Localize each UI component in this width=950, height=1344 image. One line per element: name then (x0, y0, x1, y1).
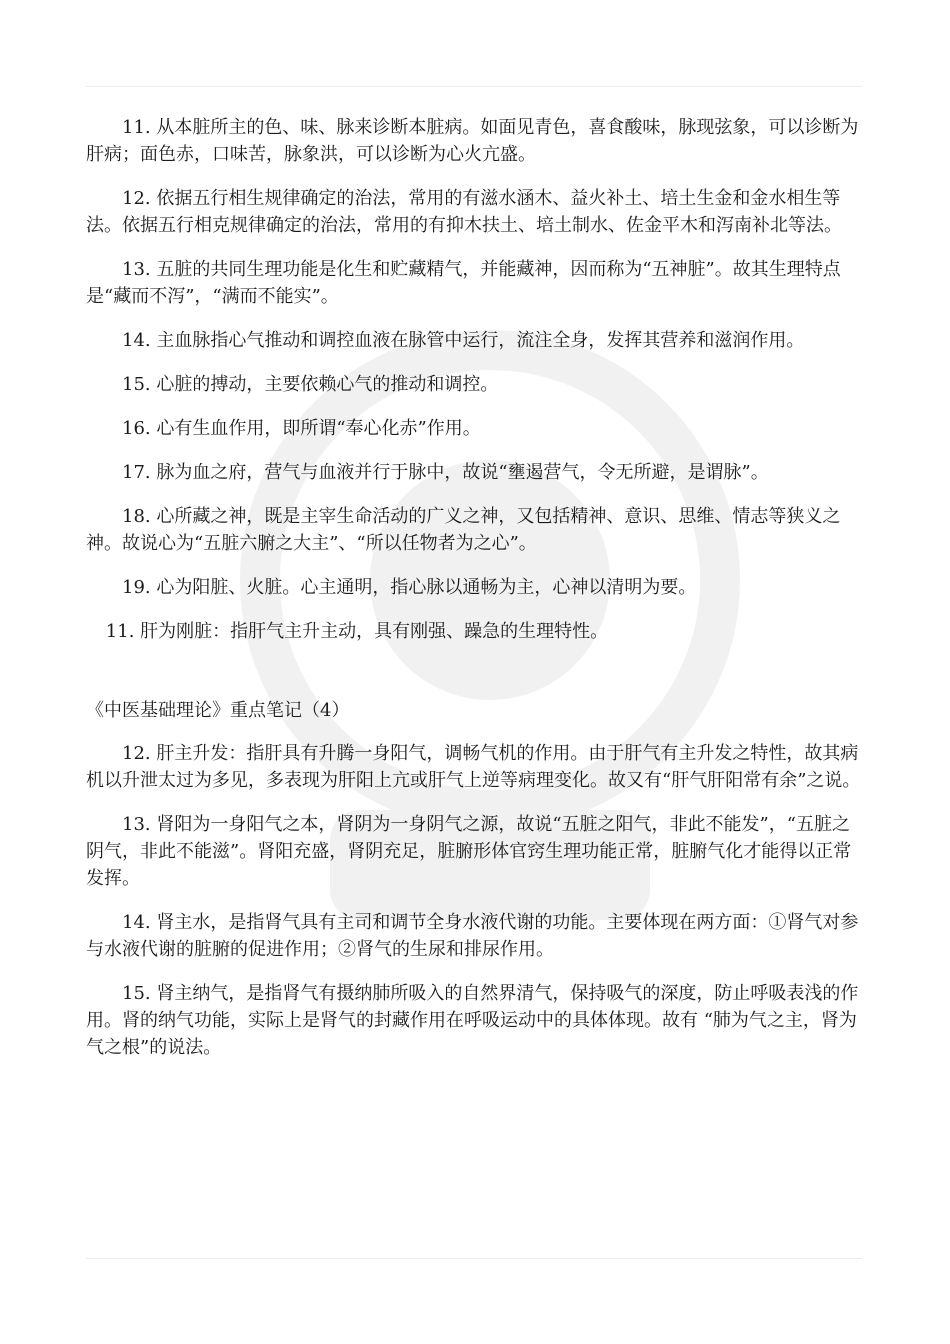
paragraph-top-17: 17. 脉为血之府，营气与血液并行于脉中，故说“壅遏营气，令无所避，是谓脉”。 (122, 462, 769, 483)
paragraph-top-15: 15. 心脏的搏动，主要依赖心气的推动和调控。 (122, 374, 499, 395)
paragraph-top-11: 11. 从本脏所主的色、味、脉来诊断本脏病。如面见青色，喜食酸味，脉现弦象，可以诊断为肝病；面色赤，口味苦，脉象洪，可以诊断为心火亢盛。 (86, 117, 859, 165)
paragraph-top-14: 14. 主血脉指心气推动和调控血液在脉管中运行，流注全身，发挥其营养和滋润作用。 (122, 330, 805, 351)
paragraph-top-13: 13. 五脏的共同生理功能是化生和贮藏精气，并能藏神，因而称为“五神脏”。故其生理特点是“藏而不泻”，“满而不能实”。 (86, 259, 841, 307)
paragraph-bottom-15: 15. 肾主纳气，是指肾气有摄纳肺所吸入的自然界清气，保持吸气的深度，防止呼吸表浅的作用。肾的纳气功能，实际上是肾气的封藏作用在呼吸运动中的具体体现。故有 “肺为气之主，肾为气之根”的说法。 (86, 983, 859, 1058)
paragraph-top-16: 16. 心有生血作用，即所谓“奉心化赤”作用。 (122, 418, 481, 439)
document-page (86, 114, 862, 1078)
top-divider (86, 86, 862, 87)
paragraph-bottom-12: 12. 肝主升发：指肝具有升腾一身阳气，调畅气机的作用。由于肝气有主升发之特性，故其病机以升泄太过为多见，多表现为肝阳上亢或肝气上逆等病理变化。故又有“肝气肝阳常有余”之说。 (86, 743, 861, 791)
bottom-divider (86, 1258, 862, 1259)
paragraph-liver-11: 11. 肝为刚脏：指肝气主升主动，具有刚强、躁急的生理特性。 (105, 621, 609, 642)
paragraph-top-12: 12. 依据五行相生规律确定的治法，常用的有滋水涵木、益火补土、培土生金和金水相生等法。依据五行相克规律确定的治法，常用的有抑木扶土、培土制水、佐金平木和泻南补北等法。 (86, 188, 842, 236)
paragraph-bottom-13: 13. 肾阳为一身阳气之本，肾阴为一身阴气之源，故说“五脏之阳气，非此不能发”，“五脏之阴气，非此不能滋”。肾阳充盛，肾阴充足，脏腑形体官窍生理功能正常，脏腑气化才能得以正常发挥。 (86, 814, 852, 889)
section-heading: 《中医基础理论》重点笔记（4） (86, 700, 350, 721)
paragraph-bottom-14: 14. 肾主水，是指肾气具有主司和调节全身水液代谢的功能。主要体现在两方面：①肾气对参与水液代谢的脏腑的促进作用；②肾气的生尿和排尿作用。 (86, 912, 859, 960)
paragraph-top-18: 18. 心所藏之神，既是主宰生命活动的广义之神，又包括精神、意识、思维、情志等狭义之神。故说心为“五脏六腑之大主”、“所以任物者为之心”。 (86, 506, 841, 554)
paragraph-top-19: 19. 心为阳脏、火脏。心主通明，指心脉以通畅为主，心神以清明为要。 (122, 577, 697, 598)
